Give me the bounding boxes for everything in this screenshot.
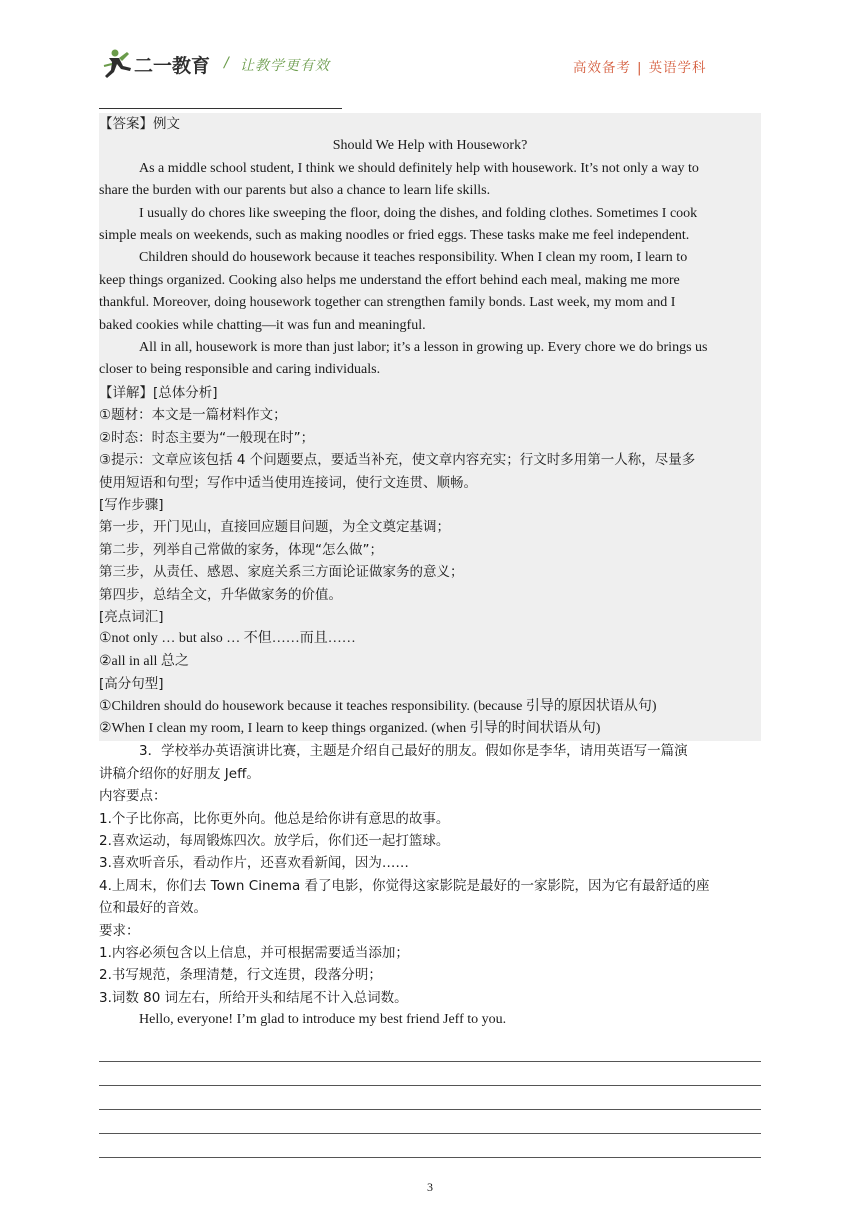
analysis-label: 【详解】[总体分析] — [99, 384, 218, 401]
opening-sentence: Hello, everyone! I’m glad to introduce my best friend Jeff to you. — [139, 1012, 507, 1028]
runner-icon — [104, 50, 131, 79]
document-body — [99, 113, 761, 1032]
sentence-label: [高分句型] — [99, 676, 164, 693]
subject-tagline — [573, 56, 707, 76]
essay-p3-cont3: baked cookies while chatting—it was fun and meaningful. — [99, 317, 426, 333]
essay-p4-cont: closer to being responsible and caring individuals. — [99, 362, 381, 378]
logo-text: 二一教育 — [134, 55, 211, 77]
sentence-1: ①Children should do housework because it teaches responsibility. (because 引导的原因状语从句) — [99, 698, 657, 714]
writing-line[interactable] — [99, 1038, 761, 1062]
writing-line[interactable] — [99, 1062, 761, 1086]
essay-p2-cont: simple meals on weekends, such as making noodles or fried eggs. These tasks make me feel independent. — [99, 228, 690, 244]
essay-p2: I usually do chores like sweeping the floor, doing the dishes, and folding clothes. Sometimes I cook — [139, 205, 698, 221]
question-3-cont: 讲稿介绍你的好朋友 Jeff。 — [99, 765, 260, 782]
slogan: 让教学更有效 — [240, 58, 330, 74]
step-4: 第四步，总结全文，升华做家务的价值。 — [99, 586, 342, 603]
point-1: 1.个子比你高，比你更外向。他总是给你讲有意思的故事。 — [99, 810, 450, 827]
writing-line[interactable] — [99, 1110, 761, 1134]
essay-p3: Children should do housework because it teaches responsibility. When I clean my room, I learn to — [139, 250, 688, 266]
requirement-2: 2.书写规范，条理清楚，行文连贯，段落分明； — [99, 967, 382, 984]
essay-p1: As a middle school student, I think we should definitely help with housework. It’s not only a way to — [139, 160, 699, 176]
question-3: 3．学校举办英语演讲比赛，主题是介绍自己最好的朋友。假如你是李华，请用英语写一篇演 — [139, 743, 688, 760]
sentence-2: ②When I clean my room, I learn to keep things organized. (when 引导的时间状语从句) — [99, 720, 601, 736]
analysis-item-3-cont: 使用短语和句型；写作中适当使用连接词，使行文连贯、顺畅。 — [99, 474, 477, 491]
page-header — [0, 0, 860, 100]
requirements-label: 要求： — [99, 922, 140, 939]
logo-slash: / — [224, 55, 229, 71]
vocab-label: [亮点词汇] — [99, 608, 164, 625]
tag-right: 英语学科 — [648, 60, 707, 76]
page-number: 3 — [427, 1180, 433, 1194]
writing-lines — [99, 1038, 761, 1158]
tag-separator: | — [637, 60, 643, 76]
answer-label: 【答案】例文 — [99, 116, 180, 132]
steps-label: [写作步骤] — [99, 496, 164, 513]
analysis-item-1: ①题材：本文是一篇材料作文； — [99, 407, 287, 424]
points-label: 内容要点： — [99, 788, 167, 805]
vocab-1: ①not only … but also … 不但……而且…… — [99, 631, 356, 647]
step-2: 第二步，列举自己常做的家务，体现“怎么做”； — [99, 541, 383, 558]
point-3: 3.喜欢听音乐，看动作片，还喜欢看新闻，因为…… — [99, 855, 409, 872]
analysis-item-3: ③提示：文章应该包括 4 个问题要点，要适当补充，使文章内容充实；行文时多用第一人称，尽量多 — [99, 452, 696, 469]
tag-left: 高效备考 — [573, 60, 631, 76]
essay-p1-cont: share the burden with our parents but also a chance to learn life skills. — [99, 183, 491, 199]
essay-p4: All in all, housework is more than just labor; it’s a lesson in growing up. Every chore we do brings us — [139, 340, 708, 356]
vocab-2: ②all in all 总之 — [99, 653, 189, 669]
writing-line[interactable] — [99, 1086, 761, 1110]
header-rule — [99, 108, 342, 109]
analysis-item-2: ②时态：时态主要为“一般现在时”； — [99, 429, 315, 446]
point-2: 2.喜欢运动，每周锻炼四次。放学后，你们还一起打篮球。 — [99, 833, 450, 849]
logo — [103, 46, 233, 82]
essay-p3-cont2: thankful. Moreover, doing housework together can strengthen family bonds. Last week, my mom and I — [99, 295, 676, 311]
essay-title: Should We Help with Housework? — [332, 138, 528, 154]
essay-p3-cont1: keep things organized. Cooking also helps me understand the effort behind each meal, making me more — [99, 272, 680, 288]
writing-line[interactable] — [99, 1134, 761, 1158]
point-4: 4.上周末，你们去 Town Cinema 看了电影，你觉得这家影院是最好的一家影院，因为它有最舒适的座 — [99, 877, 710, 894]
step-1: 第一步，开门见山，直接回应题目问题，为全文奠定基调； — [99, 519, 450, 536]
requirement-1: 1.内容必须包含以上信息，并可根据需要适当添加； — [99, 945, 409, 962]
step-3: 第三步，从责任、感恩、家庭关系三方面论证做家务的意义； — [99, 564, 464, 581]
point-4-cont: 位和最好的音效。 — [99, 900, 207, 917]
requirement-3: 3.词数 80 词左右，所给开头和结尾不计入总词数。 — [99, 989, 408, 1006]
